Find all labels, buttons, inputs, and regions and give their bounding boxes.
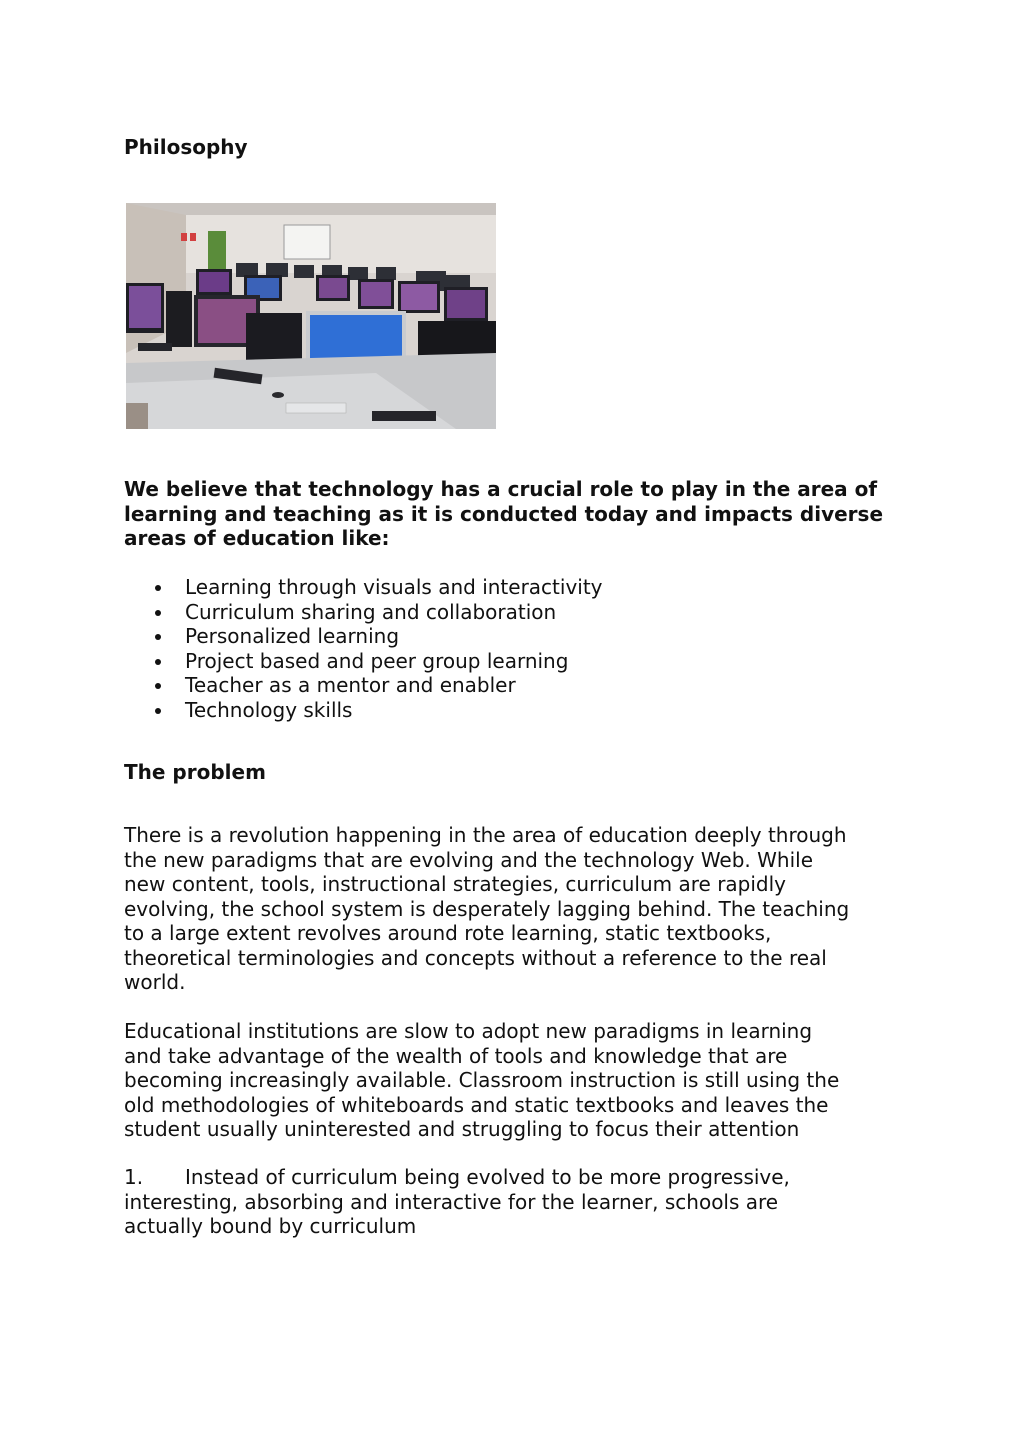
philosophy-heading: Philosophy xyxy=(124,135,248,159)
paragraph-line: theoretical terminologies and concepts without a reference to the real xyxy=(124,945,827,970)
paragraph-line: Educational institutions are slow to adopt new paradigms in learning xyxy=(124,1019,813,1043)
bullet-text: Project based and peer group learning xyxy=(185,648,569,673)
problem-paragraph-2 xyxy=(124,1019,914,1142)
paragraph-line: old methodologies of whiteboards and static textbooks and leaves the xyxy=(124,1092,829,1117)
document-page xyxy=(124,0,914,1447)
bullet-dot-icon xyxy=(155,708,161,714)
bullet-item xyxy=(124,673,603,698)
lead-line: learning and teaching as it is conducted today and impacts diverse xyxy=(124,501,884,526)
paragraph-line: to a large extent revolves around rote learning, static textbooks, xyxy=(124,921,772,945)
paragraph-line: the new paradigms that are evolving and the technology Web. While xyxy=(124,847,814,872)
paragraph-line: world. xyxy=(124,970,186,994)
numbered-text: Instead of curriculum being evolved to be more progressive, xyxy=(185,1165,790,1189)
lead-line: areas of education like: xyxy=(124,526,390,550)
numbered-line xyxy=(124,1165,914,1190)
numbered-line: interesting, absorbing and interactive for the learner, schools are xyxy=(124,1189,779,1214)
bullet-item xyxy=(124,600,603,625)
numbered-line: actually bound by curriculum xyxy=(124,1214,417,1238)
paragraph-line: becoming increasingly available. Classroom instruction is still using the xyxy=(124,1068,840,1092)
bullet-item xyxy=(124,649,603,674)
philosophy-lead-text xyxy=(124,477,914,551)
bullet-text: Learning through visuals and interactivity xyxy=(185,575,603,599)
numbered-item-1 xyxy=(124,1165,914,1239)
paragraph-line: student usually uninterested and struggling to focus their attention xyxy=(124,1117,800,1141)
item-number: 1. xyxy=(124,1165,144,1189)
benefits-bullet-list xyxy=(124,575,603,722)
problem-paragraph-1 xyxy=(124,823,914,995)
paragraph-line: new content, tools, instructional strategies, curriculum are rapidly xyxy=(124,872,787,896)
paragraph-line: There is a revolution happening in the area of education deeply through xyxy=(124,823,847,847)
bullet-text: Technology skills xyxy=(185,697,353,722)
paragraph-line: evolving, the school system is desperately lagging behind. The teaching xyxy=(124,896,850,921)
bullet-dot-icon xyxy=(155,659,161,665)
problem-heading: The problem xyxy=(124,760,266,784)
bullet-text: Personalized learning xyxy=(185,624,400,648)
computer-lab-photo xyxy=(126,203,496,429)
bullet-dot-icon xyxy=(155,634,161,640)
bullet-text: Teacher as a mentor and enabler xyxy=(185,673,516,697)
bullet-dot-icon xyxy=(155,610,161,616)
bullet-item xyxy=(124,575,603,600)
paragraph-line: and take advantage of the wealth of tools and knowledge that are xyxy=(124,1043,788,1068)
lead-line: We believe that technology has a crucial role to play in the area of xyxy=(124,477,878,501)
bullet-item xyxy=(124,698,603,723)
bullet-item xyxy=(124,624,603,649)
bullet-text: Curriculum sharing and collaboration xyxy=(185,599,557,624)
bullet-dot-icon xyxy=(155,585,161,591)
bullet-dot-icon xyxy=(155,683,161,689)
